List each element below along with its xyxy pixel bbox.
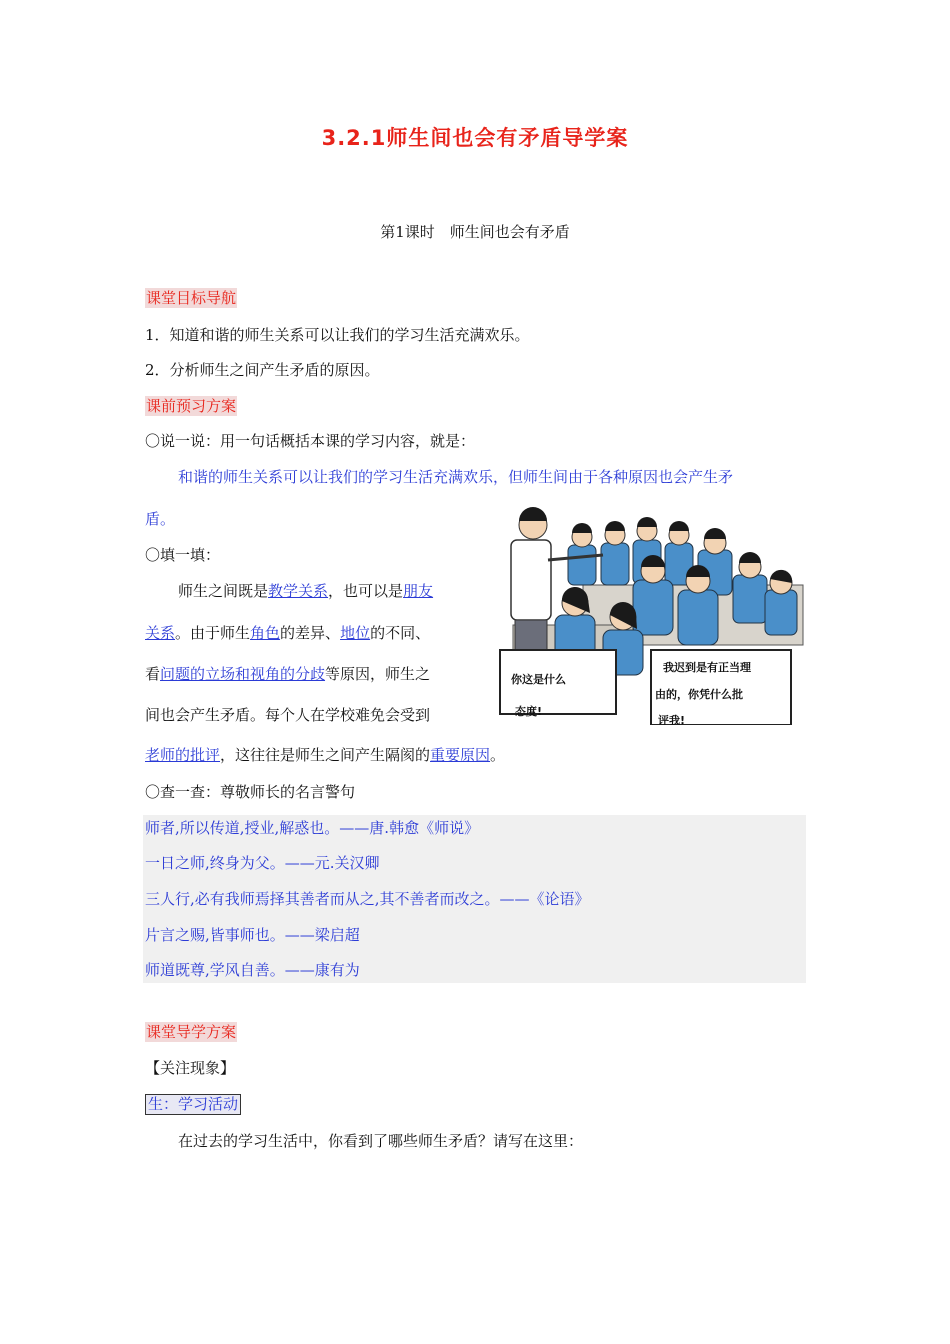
speech-right-line-2: 由的，你凭什么批 [655,688,743,701]
say-prompt: 〇说一说：用一句话概括本课的学习内容，就是： [145,432,476,450]
activity-prompt: 在过去的学习生活中，你看到了哪些师生矛盾？请写在这里： [178,1132,584,1150]
fill-text: ，也可以是 [328,582,404,600]
page-title: 3.2.1师生间也会有矛盾导学案 [321,126,629,150]
fill-answer: 问题的立场和视角的分歧 [160,665,326,683]
fill-text: 师生之间既是 [178,582,269,600]
fill-line-5 [145,745,505,765]
section-heading-preview: 课前预习方案 [146,397,237,415]
fill-text: 看 [145,665,161,683]
quote-item: 师者,所以传道,授业,解惑也。——唐.韩愈《师说》 [145,819,480,837]
fill-answer: 重要原因 [430,746,491,764]
fill-line-1 [178,581,433,601]
activity-tag: 生：学习活动 [145,1094,241,1115]
fill-text: 等原因，师生之 [325,665,431,683]
speech-right-line-1: 我迟到是有正当理 [663,661,751,674]
quote-item: 三人行,必有我师焉择其善者而从之,其不善者而改之。——《论语》 [145,890,590,908]
section-heading-goals: 课堂目标导航 [146,289,237,307]
focus-heading: 【关注现象】 [145,1059,236,1077]
fill-text: 。由于师生 [175,624,251,642]
fill-answer: 朋友 [403,582,434,600]
fill-text: ，这往往是师生之间产生隔阂的 [220,746,431,764]
speech-left-line-2: 态度! [515,705,543,718]
lesson-subtitle: 第1课时 师生间也会有矛盾 [380,223,570,241]
fill-answer: 角色 [250,624,281,642]
speech-left-line-1: 你这是什么 [511,673,566,686]
quote-item: 师道既尊,学风自善。——康有为 [145,961,360,979]
fill-answer: 老师的批评 [145,746,221,764]
fill-text: 。 [490,746,506,764]
quote-item: 片言之赐,皆事师也。——梁启超 [145,926,360,944]
goal-item-2: 2．分析师生之间产生矛盾的原因。 [145,361,380,379]
say-answer-line-1: 和谐的师生关系可以让我们的学习生活充满欢乐，但师生间由于各种原因也会产生矛 [178,468,734,486]
fill-answer: 关系 [145,624,176,642]
quote-item: 一日之师,终身为父。——元.关汉卿 [145,854,380,872]
fill-line-2 [145,623,430,643]
classroom-illustration [493,505,805,725]
say-answer-line-2: 盾。 [145,510,176,528]
fill-line-3 [145,664,430,684]
goal-item-1: 1．知道和谐的师生关系可以让我们的学习生活充满欢乐。 [145,326,530,344]
fill-prompt: 〇填一填： [145,546,221,564]
check-prompt: 〇查一查：尊敬师长的名言警句 [145,783,356,801]
fill-text: 的差异、 [280,624,341,642]
fill-line-4: 间也会产生矛盾。每个人在学校难免会受到 [145,706,431,724]
speech-right-line-3: 评我! [658,714,686,725]
fill-answer: 教学关系 [268,582,329,600]
section-heading-guide: 课堂导学方案 [146,1023,237,1041]
fill-answer: 地位 [340,624,371,642]
fill-text: 的不同、 [370,624,431,642]
